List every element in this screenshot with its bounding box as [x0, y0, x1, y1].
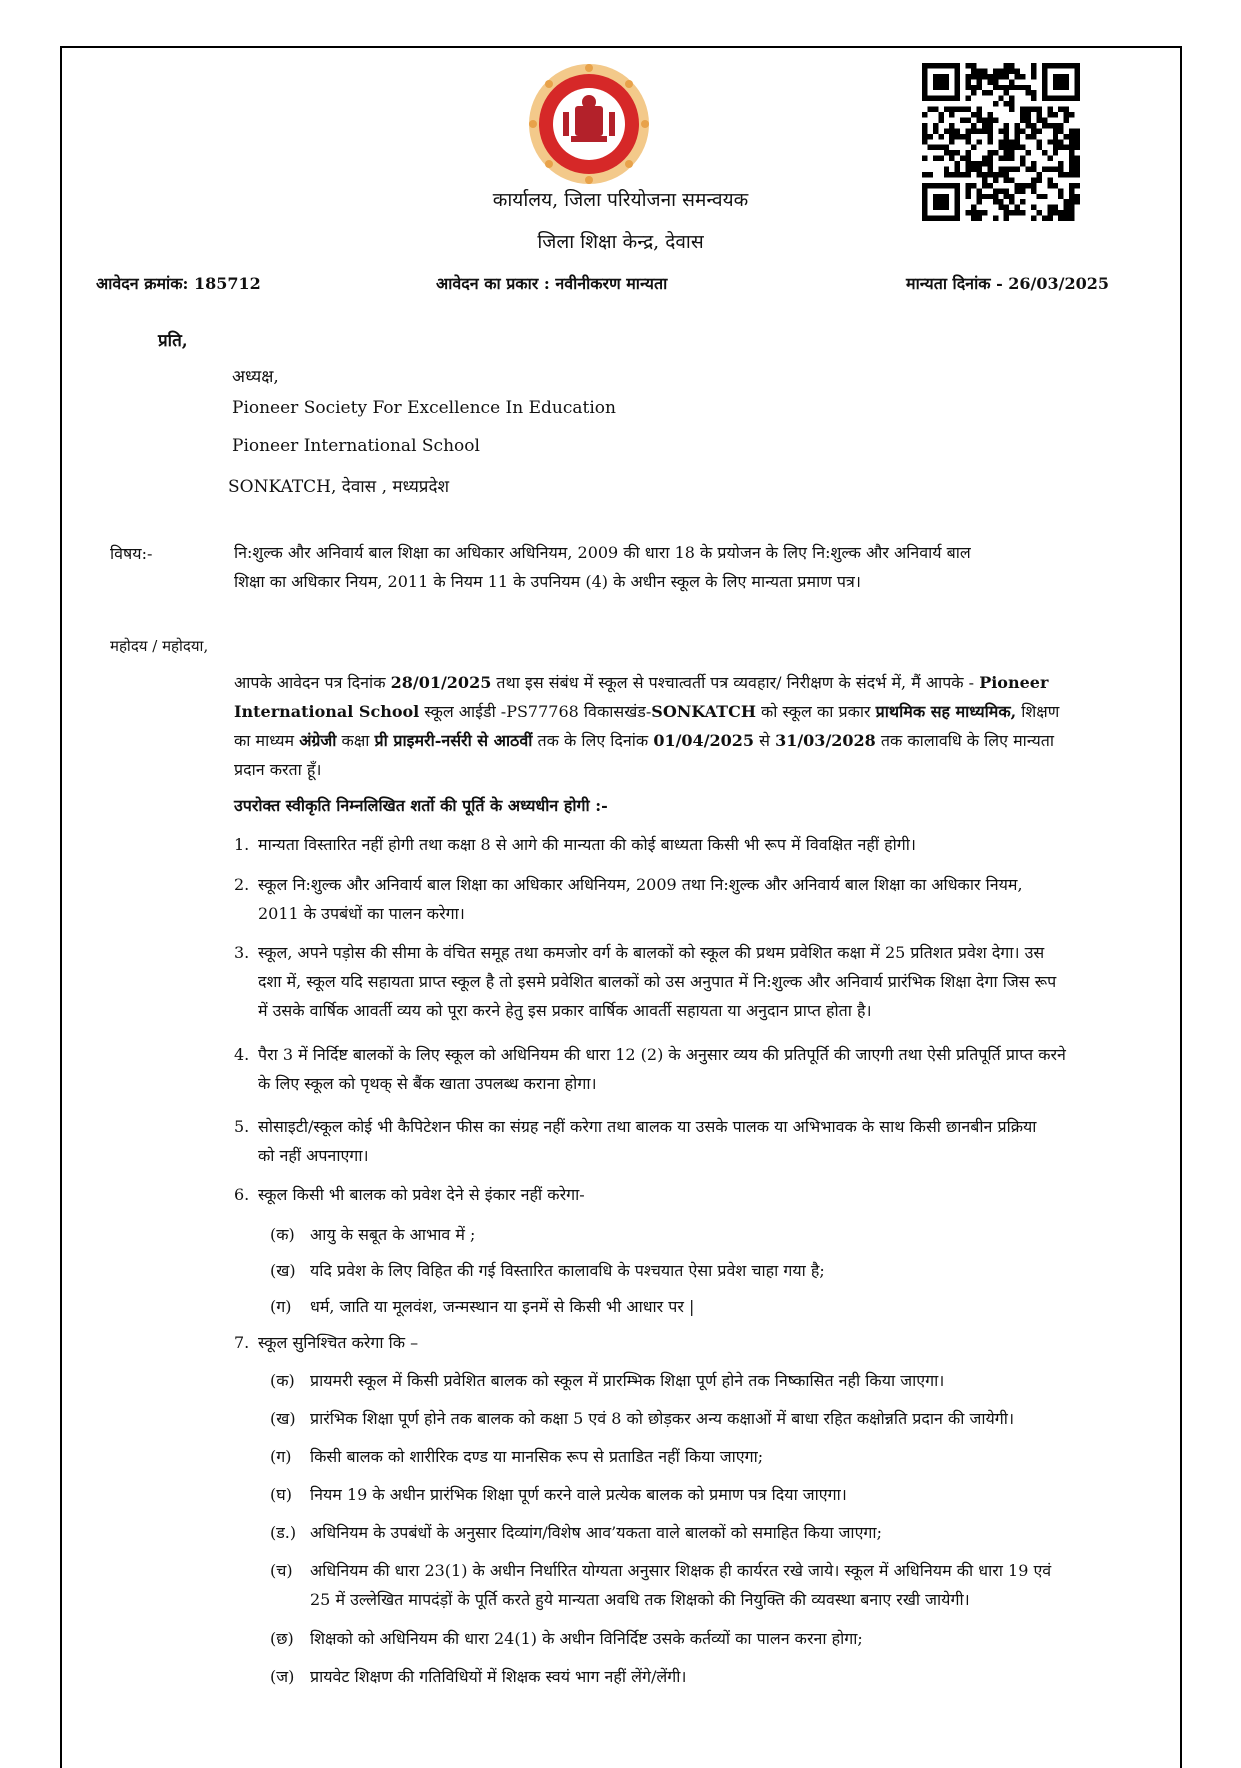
- condition-number: 1.: [234, 835, 250, 854]
- subject-label: विषय:-: [110, 544, 153, 563]
- condition-text: स्कूल नि:शुल्क और अनिवार्य बाल शिक्षा का अधिकार अधिनियम, 2009 तथा नि:शुल्क और अनिवार्य बाल शिक्षा का अधिकार नियम,: [258, 875, 1023, 894]
- sub-condition-item: [270, 1624, 1140, 1653]
- body-text: से: [754, 731, 776, 750]
- body-line: [234, 668, 1144, 697]
- sub-condition-number: (क): [270, 1225, 295, 1244]
- class-range: प्री प्राइमरी-नर्सरी से आठवीं: [374, 731, 533, 750]
- state-emblem-logo: [527, 62, 651, 186]
- valid-from-date: 01/04/2025: [653, 731, 755, 750]
- condition-item: [234, 870, 1144, 928]
- condition-number: 2.: [234, 875, 250, 894]
- body-line: [234, 726, 1144, 755]
- condition-text: सोसाइटी/स्कूल कोई भी कैपिटेशन फीस का संग्रह नहीं करेगा तथा बालक या उसके पालक या अभिभावक के साथ किसी छानबीन प्रक्रिया: [258, 1117, 1037, 1136]
- body-text: को स्कूल का प्रकार: [755, 702, 876, 721]
- office-subtitle: जिला शिक्षा केन्द्र, देवास: [537, 231, 704, 253]
- sub-condition-text: प्रायवेट शिक्षण की गतिविधियों में शिक्षक स्वयं भाग नहीं लेंगे/लेंगी।: [310, 1667, 687, 1686]
- sub-condition-text: आयु के सबूत के आभाव में ;: [310, 1225, 476, 1244]
- sub-condition-item: [270, 1220, 1140, 1249]
- application-type: आवेदन का प्रकार : नवीनीकरण मान्यता: [436, 274, 668, 293]
- salutation: महोदय / महोदया,: [110, 637, 209, 655]
- sub-condition-number: (ड.): [270, 1523, 297, 1542]
- recognition-date: मान्यता दिनांक - 26/03/2025: [906, 274, 1110, 293]
- recipient-school: Pioneer International School: [232, 436, 480, 456]
- body-text: कक्षा: [336, 731, 375, 750]
- sub-condition-number: (क): [270, 1371, 295, 1390]
- sub-condition-item: [270, 1518, 1140, 1547]
- sub-condition-number: (ज): [270, 1667, 295, 1686]
- sub-condition-text: 25 में उल्लेखित मापदंड़ों के पूर्ति करते हुये मान्यता अवधि तक शिक्षको की नियुक्ति की व्यवस्था बनाए रखी जायेगी।: [310, 1590, 970, 1609]
- sub-condition-number: (ग): [270, 1297, 292, 1316]
- body-text: आपके आवेदन पत्र दिनांक: [234, 673, 391, 692]
- sub-condition-item: [270, 1256, 1140, 1285]
- valid-to-date: 31/03/2028: [775, 731, 876, 750]
- condition-text: स्कूल, अपने पड़ोस की सीमा के वंचित समूह तथा कमजोर वर्ग के बालकों को स्कूल की प्रथम प्रवेशित कक्षा में 25 प्रतिशत प्रवेश देगा। उस: [258, 943, 1045, 962]
- sub-condition-item: [270, 1556, 1140, 1614]
- body-text: तथा इस संबंध में स्कूल से पश्चात्वर्ती पत्र व्यवहार/ निरीक्षण के संदर्भ में, मैं आपके -: [491, 673, 980, 692]
- application-number: आवेदन क्रमांक: 185712: [96, 274, 261, 293]
- condition-text: में उसके वार्षिक आवर्ती व्यय को पूरा करने हेतु इस प्रकार वार्षिक आवर्ती सहायता या अनुदान प्राप्त होता है।: [258, 1001, 872, 1020]
- sub-condition-text: शिक्षको को अधिनियम की धारा 24(1) के अधीन विनिर्दिष्ट उसके कर्तव्यों का पालन करना होगा;: [310, 1629, 863, 1648]
- subject-text: [234, 538, 1144, 596]
- condition-item: [234, 1180, 1144, 1209]
- sub-condition-item: [270, 1662, 1140, 1691]
- condition-number: 3.: [234, 943, 250, 962]
- school-name: Pioneer: [979, 673, 1049, 692]
- body-text: तक के लिए दिनांक: [532, 731, 654, 750]
- condition-item: [234, 1328, 1144, 1357]
- body-line: [234, 697, 1144, 726]
- condition-text: 2011 के उपबंधों का पालन करेगा।: [258, 904, 465, 923]
- recipient-to: प्रति,: [158, 331, 188, 351]
- body-paragraph: [234, 668, 1144, 784]
- application-date: 28/01/2025: [390, 673, 492, 692]
- body-line: प्रदान करता हूँ।: [234, 760, 322, 779]
- sub-condition-number: (ख): [270, 1409, 296, 1428]
- sub-condition-number: (ख): [270, 1261, 296, 1280]
- sub-condition-text: नियम 19 के अधीन प्रारंभिक शिक्षा पूर्ण करने वाले प्रत्येक बालक को प्रमाण पत्र दिया जाएगा।: [310, 1485, 847, 1504]
- conditions-heading: उपरोक्त स्वीकृति निम्नलिखित शर्तो की पूर्ति के अध्यधीन होगी :-: [234, 796, 608, 815]
- recipient-location: SONKATCH, देवास , मध्यप्रदेश: [228, 477, 450, 497]
- sub-condition-item: [270, 1292, 1140, 1321]
- body-text: स्कूल आईडी -PS77768 विकासखंड-: [419, 702, 652, 721]
- condition-number: 7.: [234, 1333, 250, 1352]
- condition-number: 6.: [234, 1185, 250, 1204]
- condition-text: पैरा 3 में निर्दिष्ट बालकों के लिए स्कूल को अधिनियम की धारा 12 (2) के अनुसार व्यय की प्रतिपूर्ति की जाएगी तथा ऐसी प्रतिपूर्ति प्राप्त करने: [258, 1045, 1066, 1064]
- body-text: शिक्षण: [1016, 702, 1060, 721]
- sub-condition-text: यदि प्रवेश के लिए विहित की गई विस्तारित कालावधि के पश्चयात ऐसा प्रवेश चाहा गया है;: [310, 1261, 825, 1280]
- condition-item: [234, 1040, 1144, 1098]
- subject-line: नि:शुल्क और अनिवार्य बाल शिक्षा का अधिकार अधिनियम, 2009 की धारा 18 के प्रयोजन के लिए नि:शुल्क और अनिवार्य बाल: [234, 543, 971, 562]
- school-type: प्राथमिक सह माध्यमिक,: [875, 702, 1017, 721]
- condition-text: स्कूल सुनिश्चित करेगा कि –: [258, 1333, 419, 1352]
- condition-text: स्कूल किसी भी बालक को प्रवेश देने से इंकार नहीं करेगा-: [258, 1185, 585, 1204]
- sub-condition-text: प्रारंभिक शिक्षा पूर्ण होने तक बालक को कक्षा 5 एवं 8 को छोड़कर अन्य कक्षाओं में बाधा रहित कक्षोन्नति प्रदान की जायेगी।: [310, 1409, 1015, 1428]
- sub-condition-number: (घ): [270, 1485, 292, 1504]
- sub-condition-text: धर्म, जाति या मूलवंश, जन्मस्थान या इनमें से किसी भी आधार पर |: [310, 1297, 695, 1316]
- block-name: SONKATCH: [651, 702, 756, 721]
- recipient-title: अध्यक्ष,: [232, 367, 279, 387]
- sub-condition-text: किसी बालक को शारीरिक दण्ड या मानसिक रूप से प्रताडित नहीं किया जाएगा;: [310, 1447, 764, 1466]
- condition-number: 4.: [234, 1045, 250, 1064]
- sub-condition-text: प्रायमरी स्कूल में किसी प्रवेशित बालक को स्कूल में प्रारम्भिक शिक्षा पूर्ण होने तक निष्कासित नही किया जाएगा।: [310, 1371, 945, 1390]
- sub-condition-item: [270, 1366, 1140, 1395]
- recipient-society: Pioneer Society For Excellence In Education: [232, 398, 616, 418]
- office-title: कार्यालय, जिला परियोजना समन्वयक: [492, 189, 749, 211]
- body-text: तक कालावधि के लिए मान्यता: [875, 731, 1055, 750]
- sub-condition-text: अधिनियम के उपबंधों के अनुसार दिव्यांग/विशेष आव’यकता वाले बालकों को समाहित किया जाएगा;: [310, 1523, 882, 1542]
- sub-condition-number: (च): [270, 1561, 293, 1580]
- condition-number: 5.: [234, 1117, 250, 1136]
- sub-condition-number: (ग): [270, 1447, 292, 1466]
- condition-item: [234, 938, 1144, 1025]
- sub-condition-item: [270, 1480, 1140, 1509]
- subject-line: शिक्षा का अधिकार नियम, 2011 के नियम 11 के उपनियम (4) के अधीन स्कूल के लिए मान्यता प्रमाण पत्र।: [234, 572, 861, 591]
- body-text: का माध्यम: [234, 731, 300, 750]
- condition-text: दशा में, स्कूल यदि सहायता प्राप्त स्कूल है तो इसमे प्रवेशित बालकों को उस अनुपात में नि:शुल्क और अनिवार्य प्रारंभिक शिक्षा देगा जिस रूप: [258, 972, 1057, 991]
- condition-text: को नहीं अपनाएगा।: [258, 1146, 369, 1165]
- sub-condition-item: [270, 1404, 1140, 1433]
- sub-condition-item: [270, 1442, 1140, 1471]
- sub-condition-text: अधिनियम की धारा 23(1) के अधीन निर्धारित योग्यता अनुसार शिक्षक ही कार्यरत रखे जाये। स्कूल में अधिनियम की धारा 19 एवं: [310, 1561, 1052, 1580]
- condition-text: के लिए स्कूल को पृथक् से बैंक खाता उपलब्ध कराना होगा।: [258, 1074, 597, 1093]
- condition-text: मान्यता विस्तारित नहीं होगी तथा कक्षा 8 से आगे की मान्यता की कोई बाध्यता किसी भी रूप में विवक्षित नहीं होगी।: [258, 835, 916, 854]
- school-name: International School: [234, 702, 420, 721]
- condition-item: [234, 1112, 1144, 1170]
- condition-item: [234, 830, 1144, 859]
- medium: अंग्रेजी: [299, 731, 337, 750]
- sub-condition-number: (छ): [270, 1629, 294, 1648]
